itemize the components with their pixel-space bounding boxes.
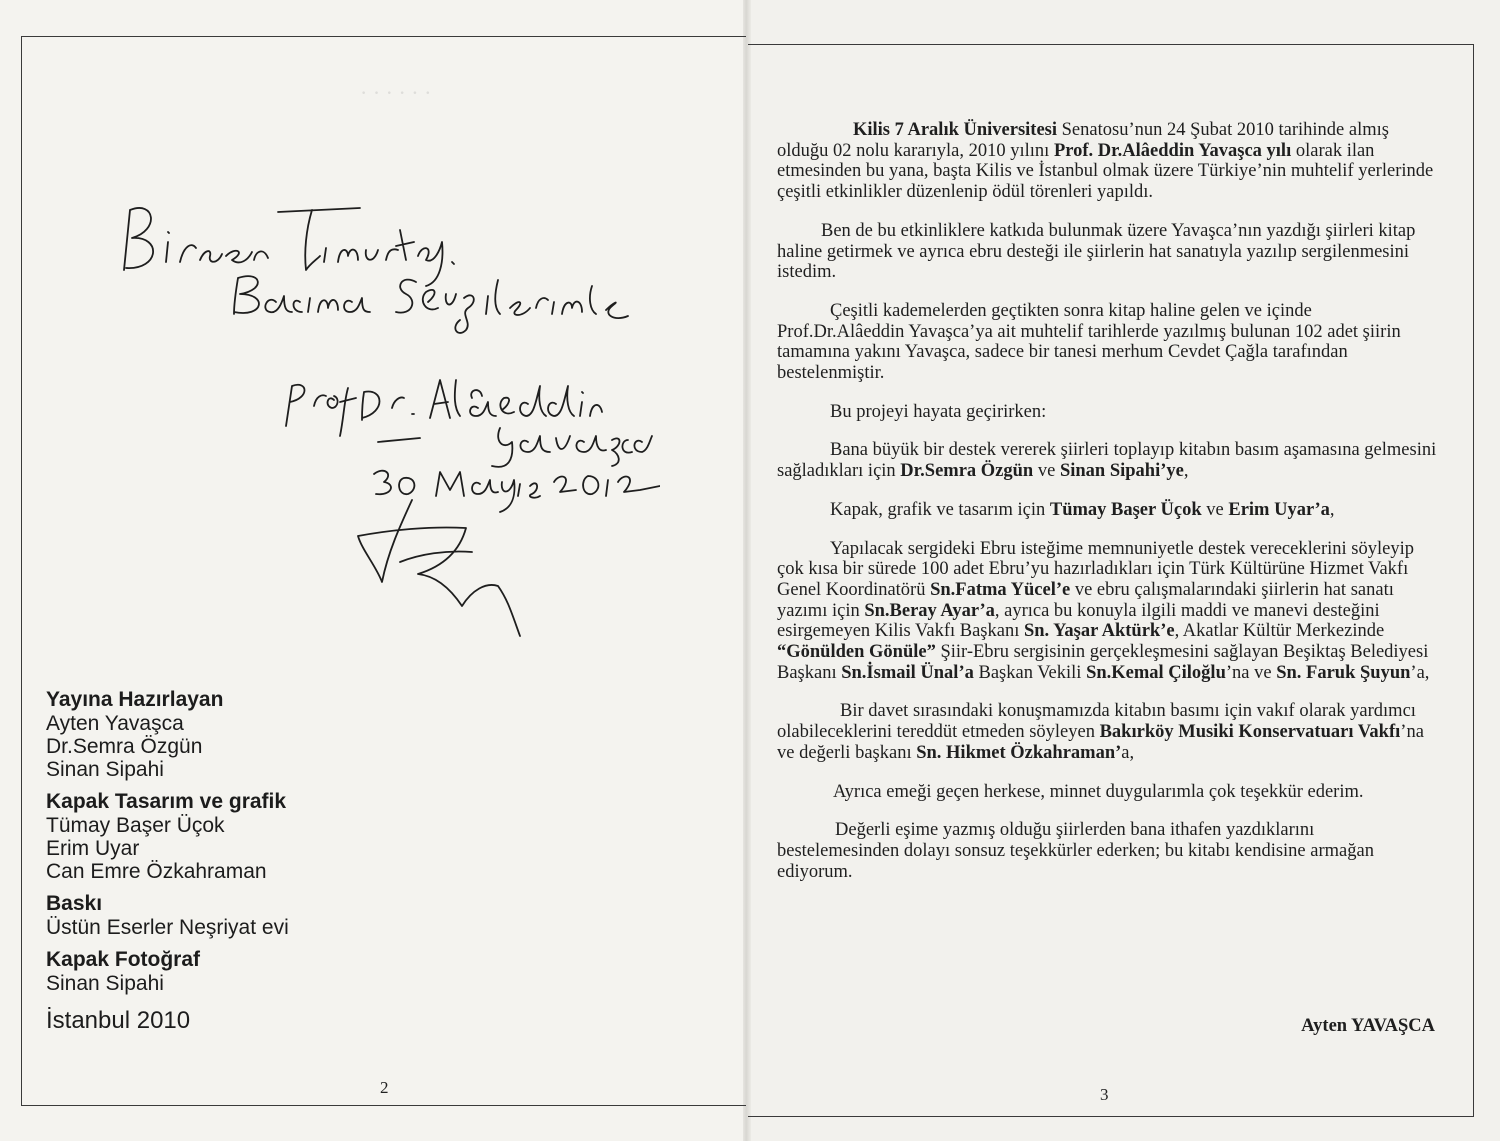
text-run: ’a, bbox=[1410, 662, 1430, 683]
text-run: ’na ve bbox=[1225, 662, 1277, 683]
foreword-paragraph bbox=[777, 301, 1439, 384]
bold-name: Kilis 7 Aralık Üniversitesi bbox=[853, 120, 1058, 140]
text-run: Ben de bu etkinliklere katkıda bulunmak üzere Yavaşca’nın yazdığı şiirleri kitap haline getirmek ve ayrıca ebru desteği ile şiirlerin hat sanatıyla yazılıp sergilenmesini istedim. bbox=[777, 220, 1416, 283]
text-run: Bu projeyi hayata geçirirken: bbox=[830, 401, 1047, 422]
bold-name: Sn.İsmail Ünal’a bbox=[841, 662, 974, 683]
bold-name: Sn. Faruk Şuyun bbox=[1276, 662, 1411, 683]
credit-group bbox=[46, 892, 446, 939]
bold-name: Tümay Başer Üçok bbox=[1049, 499, 1202, 520]
text-run: , ayrıca bu konuyla ilgili maddi ve manevi desteğini esirgemeyen Kilis Vakfı Başkanı bbox=[777, 600, 1380, 642]
text-run: Bana büyük bir destek vererek şiirleri toplayıp kitabın basım aşamasına gelmesini sağladıkları için bbox=[777, 440, 1437, 482]
bold-name: Bakırköy Musiki Konservatuarı Vakfı bbox=[1099, 722, 1401, 743]
text-run: Ayrıca emeği geçen herkese, minnet duygularımla çok teşekkür ederim. bbox=[833, 781, 1364, 802]
foreword-paragraph bbox=[777, 440, 1439, 481]
credit-group bbox=[46, 948, 446, 995]
credit-name: Sinan Sipahi bbox=[46, 972, 164, 995]
text-run: a, bbox=[1121, 742, 1135, 763]
text-run: Başkan Vekili bbox=[973, 662, 1087, 683]
bold-name: Sn.Kemal Çiloğlu bbox=[1086, 662, 1226, 683]
text-run: Değerli eşime yazmış olduğu şiirlerden bana ithafen yazdıklarını bestelemesinden dolayı sonsuz teşekkürler ederken; bu kitabı kendisine armağan ediyorum. bbox=[777, 820, 1374, 882]
text-run: , Akatlar Kültür Merkezinde bbox=[1174, 621, 1385, 642]
credit-group bbox=[46, 790, 446, 883]
bold-name: Sn.Fatma Yücel’e bbox=[930, 579, 1071, 600]
text-run: Çeşitli kademelerden geçtikten sonra kitap haline gelen ve içinde Prof.Dr.Alâeddin Yavaşca’ya ait muhtelif tarihlerde yazılmış bulunan 102 adet şiirin tamamına yakını Yavaşca, sadece bir tanesi merhum Cevdet Çağla tarafından bestelenmiştir. bbox=[777, 300, 1401, 384]
foreword-paragraph bbox=[777, 402, 1439, 423]
credit-name: Dr.Semra Özgün bbox=[46, 735, 203, 758]
bold-name: “Gönülden Gönüle” bbox=[777, 642, 936, 663]
foreword-paragraph bbox=[777, 539, 1439, 684]
publication-place-year: İstanbul 2010 bbox=[46, 1007, 191, 1034]
show-through-text: · · · · · · bbox=[360, 80, 432, 105]
bold-name: Dr.Semra Özgün bbox=[900, 461, 1034, 482]
credit-heading: Kapak Fotoğraf bbox=[46, 948, 201, 971]
bold-name: Sn.Beray Ayar’a bbox=[864, 600, 995, 621]
text-run: ve bbox=[1201, 499, 1229, 520]
text-run: Bir davet sırasındaki konuşmamızda kitabın basımı için vakıf olarak yardımcı olabileceklerini tereddüt etmeden söyleyen bbox=[777, 701, 1416, 743]
text-run: , bbox=[1329, 499, 1335, 520]
handwritten-signature bbox=[100, 190, 660, 660]
credit-heading: Kapak Tasarım ve grafik bbox=[46, 790, 287, 813]
bold-name: Erim Uyar’a bbox=[1228, 499, 1330, 520]
page-number-left: 2 bbox=[380, 1078, 389, 1097]
bold-name: Sinan Sipahi’ye bbox=[1059, 461, 1184, 482]
credit-name: Tümay Başer Üçok bbox=[46, 814, 225, 837]
foreword-paragraph bbox=[777, 782, 1439, 803]
foreword-paragraph bbox=[777, 500, 1439, 521]
foreword-paragraph bbox=[777, 221, 1439, 283]
bold-name: Sn. Yaşar Aktürk’e bbox=[1023, 621, 1175, 642]
text-run: Yapılacak sergideki Ebru isteğime memnuniyetle destek vereceklerini söyleyip çok kısa bir sürede 100 adet Ebru’yu hazırladıkları için Türk Kültürüne Hizmet Vakfı Genel Koordinatörü bbox=[777, 538, 1414, 600]
foreword-paragraph bbox=[777, 120, 1439, 203]
text-run: , bbox=[1183, 461, 1189, 482]
text-run: ve ebru çalışmalarındaki şiirlerin hat sanatı yazımı için bbox=[777, 579, 1394, 621]
credit-name: Can Emre Özkahraman bbox=[46, 860, 267, 883]
credits-block bbox=[46, 688, 446, 1035]
text-run: olarak ilan etmesinden bu yana, başta Kilis ve İstanbul olmak üzere Türkiye’nin muhtelif yerlerinde çeşitli etkinlikler düzenlenip ödül törenleri yapıldı. bbox=[777, 140, 1434, 203]
credit-name: Üstün Eserler Neşriyat evi bbox=[46, 916, 289, 939]
page-number-right: 3 bbox=[1100, 1085, 1109, 1104]
foreword-text bbox=[777, 120, 1439, 900]
text-run: ve bbox=[1033, 461, 1060, 482]
credit-heading: Baskı bbox=[46, 892, 103, 915]
credit-name: Erim Uyar bbox=[46, 837, 140, 860]
foreword-paragraph bbox=[777, 820, 1439, 882]
text-run: Kapak, grafik ve tasarım için bbox=[830, 499, 1050, 520]
bold-name: Prof. Dr.Alâeddin Yavaşca yılı bbox=[1053, 140, 1292, 161]
credit-heading: Yayına Hazırlayan bbox=[46, 688, 224, 711]
credit-name: Sinan Sipahi bbox=[46, 758, 164, 781]
credit-group bbox=[46, 688, 446, 781]
author-signature: Ayten YAVAŞCA bbox=[1301, 1016, 1435, 1036]
text-run: Senatosu’nun 24 Şubat 2010 tarihinde almış olduğu 02 nolu kararıyla, 2010 yılını bbox=[777, 120, 1389, 161]
foreword-paragraph bbox=[777, 701, 1439, 763]
text-run: ’na ve değerli başkanı bbox=[777, 722, 1424, 763]
text-run: Şiir-Ebru sergisinin gerçekleşmesini sağlayan Beşiktaş Belediyesi Başkanı bbox=[777, 642, 1429, 683]
credit-name: Ayten Yavaşca bbox=[46, 712, 184, 735]
bold-name: Sn. Hikmet Özkahraman’ bbox=[916, 742, 1122, 763]
